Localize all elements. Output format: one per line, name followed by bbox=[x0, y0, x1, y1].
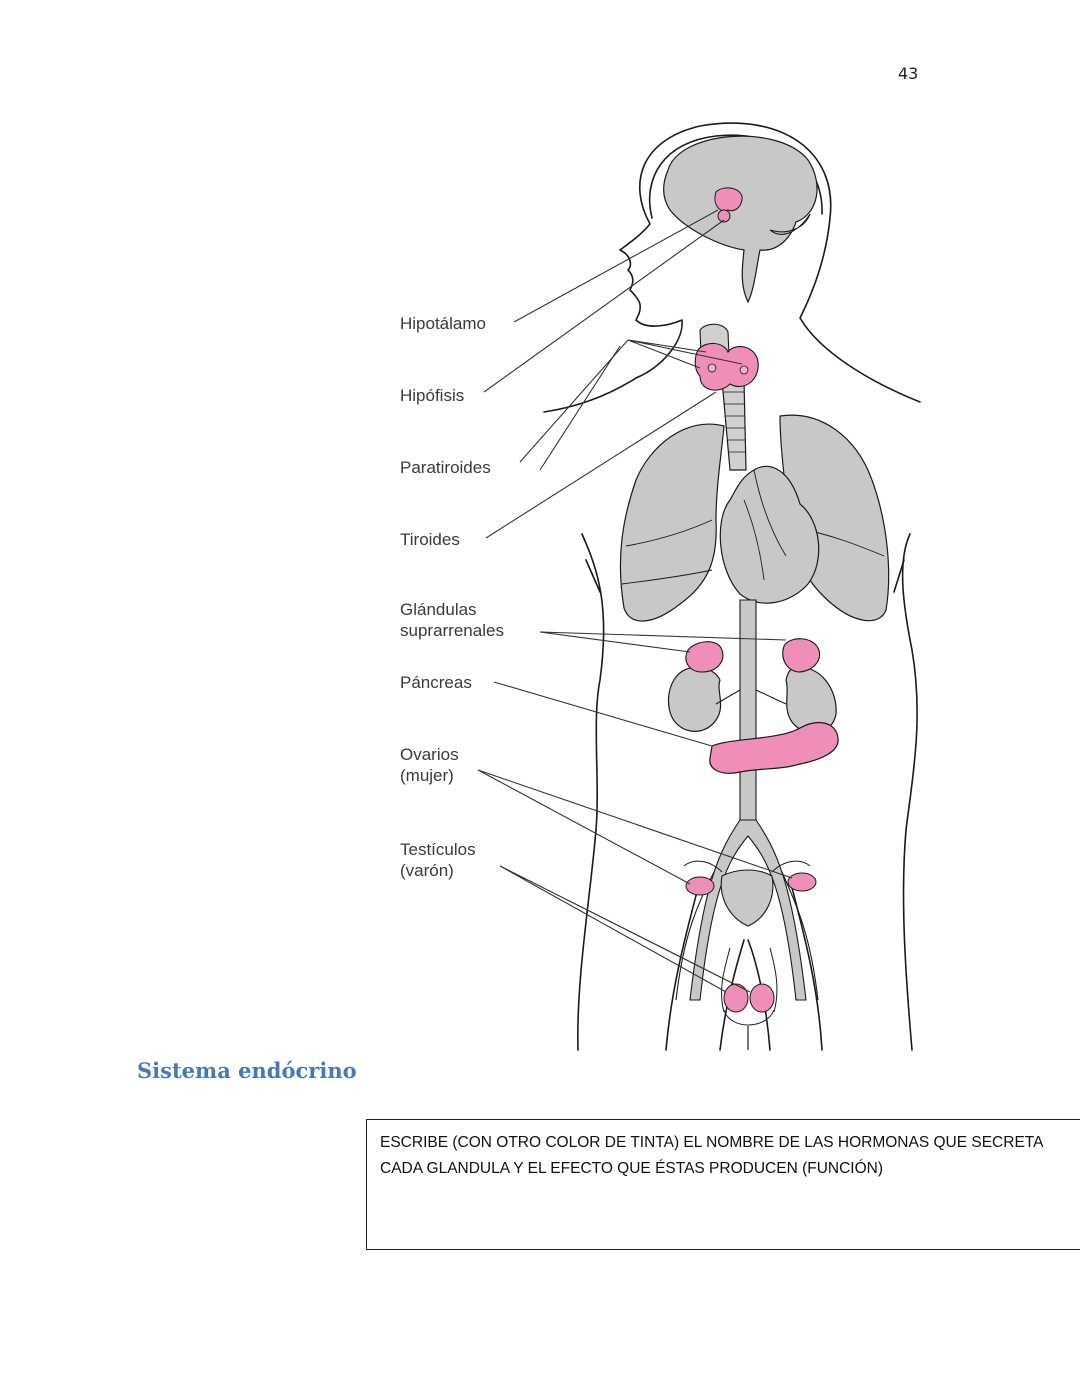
label-ovarios-line2: (mujer) bbox=[400, 766, 454, 785]
uterus bbox=[721, 870, 773, 926]
label-tiroides: Tiroides bbox=[400, 530, 460, 549]
left-testicle bbox=[750, 984, 774, 1012]
endocrine-system-diagram bbox=[380, 118, 940, 1058]
label-glandulas bbox=[400, 599, 504, 641]
label-paratiroides: Paratiroides bbox=[400, 458, 491, 477]
label-glandulas-line1: Glándulas bbox=[400, 600, 477, 619]
label-testiculos-line2: (varón) bbox=[400, 861, 454, 880]
instructions-box bbox=[366, 1119, 1080, 1250]
instructions-line-1: ESCRIBE (CON OTRO COLOR DE TINTA) EL NOMBRE DE LAS HORMONAS QUE SECRETA bbox=[380, 1134, 1044, 1151]
label-hipotalamo: Hipotálamo bbox=[400, 314, 486, 333]
left-ovary bbox=[788, 873, 816, 891]
label-testiculos bbox=[400, 839, 476, 881]
label-pancreas: Páncreas bbox=[400, 673, 472, 692]
page-number: 43 bbox=[898, 64, 919, 83]
instructions-line-2: CADA GLANDULA Y EL EFECTO QUE ÉSTAS PRODUCEN (FUNCIÓN) bbox=[380, 1160, 883, 1177]
section-title: Sistema endócrino bbox=[137, 1058, 357, 1083]
label-ovarios-line1: Ovarios bbox=[400, 745, 459, 764]
right-ovary bbox=[686, 877, 714, 895]
right-adrenal-gland bbox=[686, 642, 723, 672]
left-adrenal-gland bbox=[783, 639, 820, 672]
right-testicle bbox=[724, 984, 748, 1012]
hypothalamus-gland bbox=[715, 188, 742, 211]
label-ovarios bbox=[400, 744, 459, 786]
pancreas-gland bbox=[710, 723, 838, 774]
right-kidney bbox=[668, 668, 720, 732]
label-hipofisis: Hipófisis bbox=[400, 386, 465, 405]
label-testiculos-line1: Testículos bbox=[400, 840, 476, 859]
thyroid-gland bbox=[695, 343, 758, 390]
right-lung bbox=[620, 424, 724, 621]
label-glandulas-line2: suprarrenales bbox=[400, 621, 504, 640]
